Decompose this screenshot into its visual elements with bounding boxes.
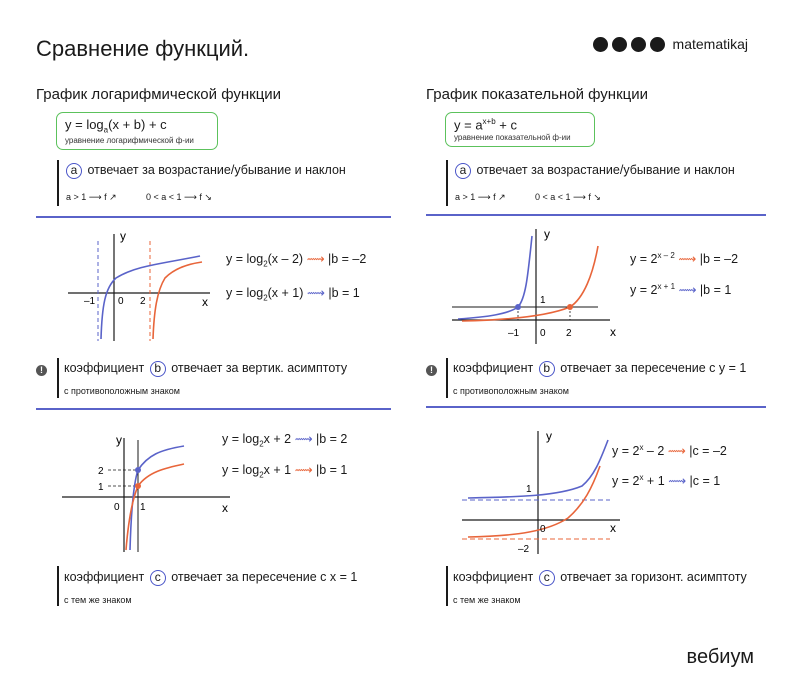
warning-icon: ! xyxy=(36,365,47,376)
tick-y1: 1 xyxy=(540,295,546,306)
tick-2: 2 xyxy=(566,328,572,339)
left-g1-eq2: $y = \log_2(x + 1)$ ⟿ |b = 1 xyxy=(226,286,360,303)
telegram-icon[interactable] xyxy=(612,37,627,52)
left-formula: $y = \log_a(x + b) + c$ xyxy=(65,117,167,135)
bar-mark: | xyxy=(689,444,693,459)
left-a-bar xyxy=(57,160,59,206)
tick-y1: 1 xyxy=(526,484,532,495)
coef-c-circle: c xyxy=(539,570,555,586)
right-rule1: a > 1 ⟶ f ↗ xyxy=(455,192,506,202)
right-graph-2 xyxy=(458,426,628,556)
bar-mark: | xyxy=(699,283,704,298)
left-coef-b-note: с противоположным знаком xyxy=(64,386,180,396)
orange-arrow-icon: ⟿ xyxy=(306,252,325,266)
bar-mark: | xyxy=(689,474,693,489)
right-b-bar xyxy=(446,358,448,398)
left-formula-caption: уравнение логарифмической ф-ии xyxy=(65,135,194,145)
right-formula: $y = a^{x+b} + c$ xyxy=(454,117,517,133)
left-formula-box xyxy=(56,112,218,150)
right-c-bar xyxy=(446,566,448,606)
vk-icon[interactable] xyxy=(650,37,665,52)
axis-x-label: x xyxy=(202,295,208,309)
axis-x-label: x xyxy=(222,501,228,515)
blue-arrow-icon: ⟿ xyxy=(678,283,697,298)
right-g2-eq1: $y = 2^x - 2$ ⟿ |c = –2 xyxy=(612,443,727,459)
left-rule2: 0 < a < 1 ⟶ f ↘ xyxy=(146,192,212,202)
left-g2-eq2: $y = \log_2x + 1$ ⟿ |b = 1 xyxy=(222,463,348,480)
left-divider-2 xyxy=(36,408,391,410)
tick-1: 1 xyxy=(140,502,146,513)
left-g2-eq1: $y = \log_2x + 2$ ⟿ |b = 2 xyxy=(222,432,348,449)
blue-arrow-icon: ⟿ xyxy=(306,286,325,300)
axis-y-label: y xyxy=(546,429,552,443)
left-b-bar xyxy=(57,358,59,398)
blue-arrow-icon: ⟿ xyxy=(668,474,687,489)
left-graph-2 xyxy=(60,430,240,555)
blue-arrow-icon: ⟿ xyxy=(294,432,313,446)
bar-mark: | xyxy=(315,432,320,446)
orange-arrow-icon: ⟿ xyxy=(678,252,697,267)
right-coef-a: a отвечает за возрастание/убывание и наклон xyxy=(453,163,735,179)
left-c-bar xyxy=(57,566,59,606)
coef-a-circle: a xyxy=(455,163,471,179)
tick-yneg2: –2 xyxy=(518,544,530,555)
curve-log-x-minus-2 xyxy=(153,262,202,339)
right-formula-caption: уравнение показательной ф-ии xyxy=(454,133,571,143)
right-divider-2 xyxy=(426,406,766,408)
coef-b-circle: b xyxy=(539,361,555,377)
right-rule2: 0 < a < 1 ⟶ f ↘ xyxy=(535,192,601,202)
page-title: Сравнение функций. xyxy=(36,36,250,61)
coef-b-circle: b xyxy=(150,361,166,377)
left-coef-c-note: с тем же знаком xyxy=(64,595,132,605)
brand xyxy=(593,36,748,52)
left-coef-a: a отвечает за возрастание/убывание и наклон xyxy=(64,163,346,179)
right-formula-box xyxy=(445,112,595,147)
tick-neg1: –1 xyxy=(84,296,96,307)
right-g2-eq2: $y = 2^x + 1$ ⟿ |c = 1 xyxy=(612,473,721,489)
bar-mark: | xyxy=(315,463,320,477)
right-section-title: График показательной функции xyxy=(426,86,648,103)
tick-y1: 1 xyxy=(98,482,104,493)
right-a-bar xyxy=(446,160,448,206)
tick-0: 0 xyxy=(118,296,124,307)
right-coef-b-note: с противоположным знаком xyxy=(453,386,569,396)
tick-0: 0 xyxy=(540,524,546,535)
coef-a-circle: a xyxy=(66,163,82,179)
left-g1-eq1: $y = \log_2(x - 2)$ ⟿ |b = –2 xyxy=(226,252,367,269)
point-blue xyxy=(135,467,141,473)
tick-0: 0 xyxy=(114,502,120,513)
bar-mark: | xyxy=(699,252,703,267)
left-rule1: a > 1 ⟶ f ↗ xyxy=(66,192,117,202)
left-coef-c: коэффициент c отвечает за пересечение с x = 1 xyxy=(64,570,358,584)
tiktok-icon[interactable] xyxy=(631,37,646,52)
orange-arrow-icon: ⟿ xyxy=(294,463,313,477)
point-blue xyxy=(515,304,521,310)
left-divider-1 xyxy=(36,216,391,218)
footer-logo: вебиум xyxy=(686,646,754,668)
tick-y2: 2 xyxy=(98,466,104,477)
warning-icon: ! xyxy=(426,365,437,376)
axis-x-label: x xyxy=(610,521,616,535)
axis-y-label: y xyxy=(120,229,126,243)
coef-c-circle: c xyxy=(150,570,166,586)
axis-y-label: y xyxy=(116,433,122,447)
point-orange xyxy=(567,304,573,310)
tick-0: 0 xyxy=(540,328,546,339)
tick-neg1: –1 xyxy=(508,328,520,339)
curve-2-pow-x-minus-2 xyxy=(468,466,600,537)
axis-x-label: x xyxy=(610,325,616,339)
right-divider-1 xyxy=(426,214,766,216)
left-coef-b: коэффициент b отвечает за вертик. асимптоту xyxy=(64,361,348,375)
point-orange xyxy=(135,483,141,489)
tick-2: 2 xyxy=(140,296,146,307)
left-section-title: График логарифмической функции xyxy=(36,86,282,103)
orange-arrow-icon: ⟿ xyxy=(667,444,686,459)
curve-log-x-plus-1 xyxy=(126,464,184,550)
bar-mark: | xyxy=(328,286,332,300)
right-g1-eq1: $y = 2^{x - 2}$ ⟿ |b = –2 xyxy=(630,251,739,267)
left-graph-1 xyxy=(60,226,220,346)
bar-mark: | xyxy=(327,252,332,266)
youtube-icon[interactable] xyxy=(593,37,608,52)
brand-name: matematikaj xyxy=(672,36,748,52)
right-coef-c-note: с тем же знаком xyxy=(453,595,521,605)
right-graph-1 xyxy=(448,224,628,349)
axis-y-label: y xyxy=(544,227,550,241)
right-coef-c: коэффициент c отвечает за горизонт. асимптоту xyxy=(453,570,747,584)
right-g1-eq2: $y = 2^{x + 1}$ ⟿ |b = 1 xyxy=(630,282,732,298)
right-coef-b: коэффициент b отвечает за пересечение с y = 1 xyxy=(453,361,747,375)
